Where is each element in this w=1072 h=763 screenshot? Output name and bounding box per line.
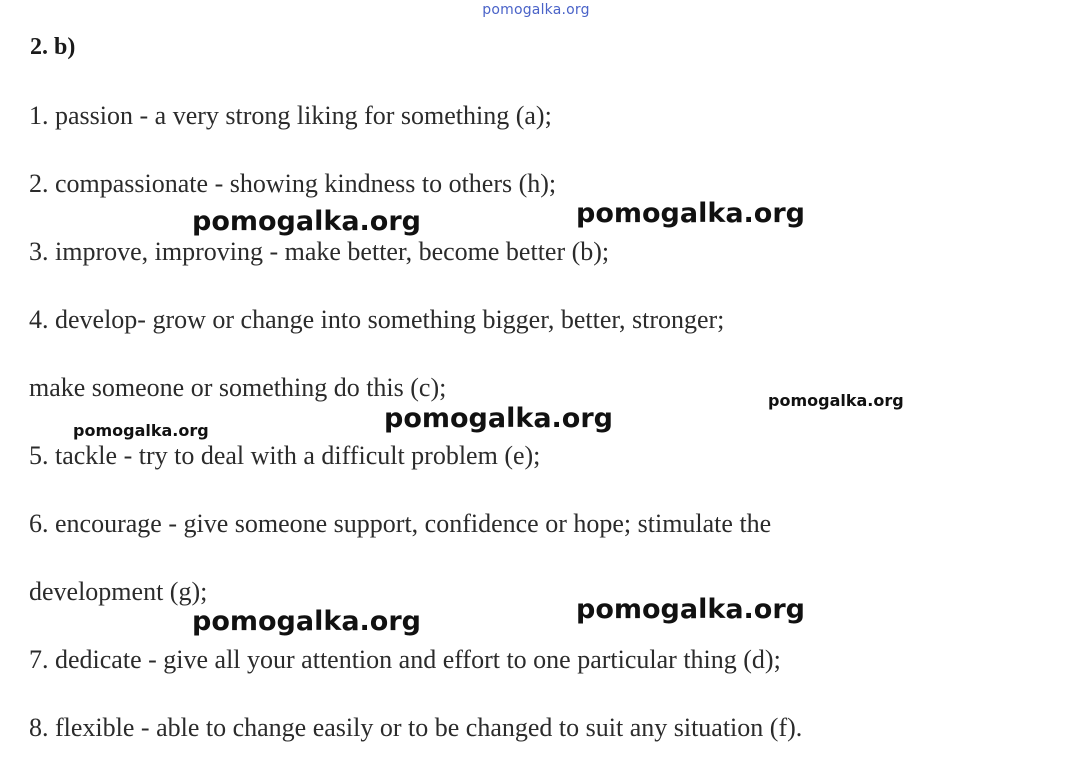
definition-line: 7. dedicate - give all your attention and effort to one particular thing (d); (29, 645, 781, 674)
exercise-heading: 2. b) (30, 34, 76, 60)
watermark: pomogalka.org (576, 198, 805, 229)
definition-line: 5. tackle - try to deal with a difficult problem (e); (29, 441, 541, 470)
watermark: pomogalka.org (576, 594, 805, 625)
definition-line: make someone or something do this (c); (29, 373, 447, 402)
watermark: pomogalka.org (768, 391, 904, 410)
definition-line: 6. encourage - give someone support, confidence or hope; stimulate the (29, 509, 772, 538)
definition-line: 3. improve, improving - make better, become better (b); (29, 237, 610, 266)
definition-line: 4. develop- grow or change into something bigger, better, stronger; (29, 305, 725, 334)
watermark: pomogalka.org (192, 606, 421, 637)
definition-line: 2. compassionate - showing kindness to others (h); (29, 169, 557, 198)
definition-line: 8. flexible - able to change easily or to be changed to suit any situation (f). (29, 713, 803, 742)
header-watermark: pomogalka.org (482, 2, 590, 18)
definition-line: development (g); (29, 577, 208, 606)
definition-line: 1. passion - a very strong liking for something (a); (29, 101, 552, 130)
watermark: pomogalka.org (192, 206, 421, 237)
watermark: pomogalka.org (73, 421, 209, 440)
watermark: pomogalka.org (384, 403, 613, 434)
